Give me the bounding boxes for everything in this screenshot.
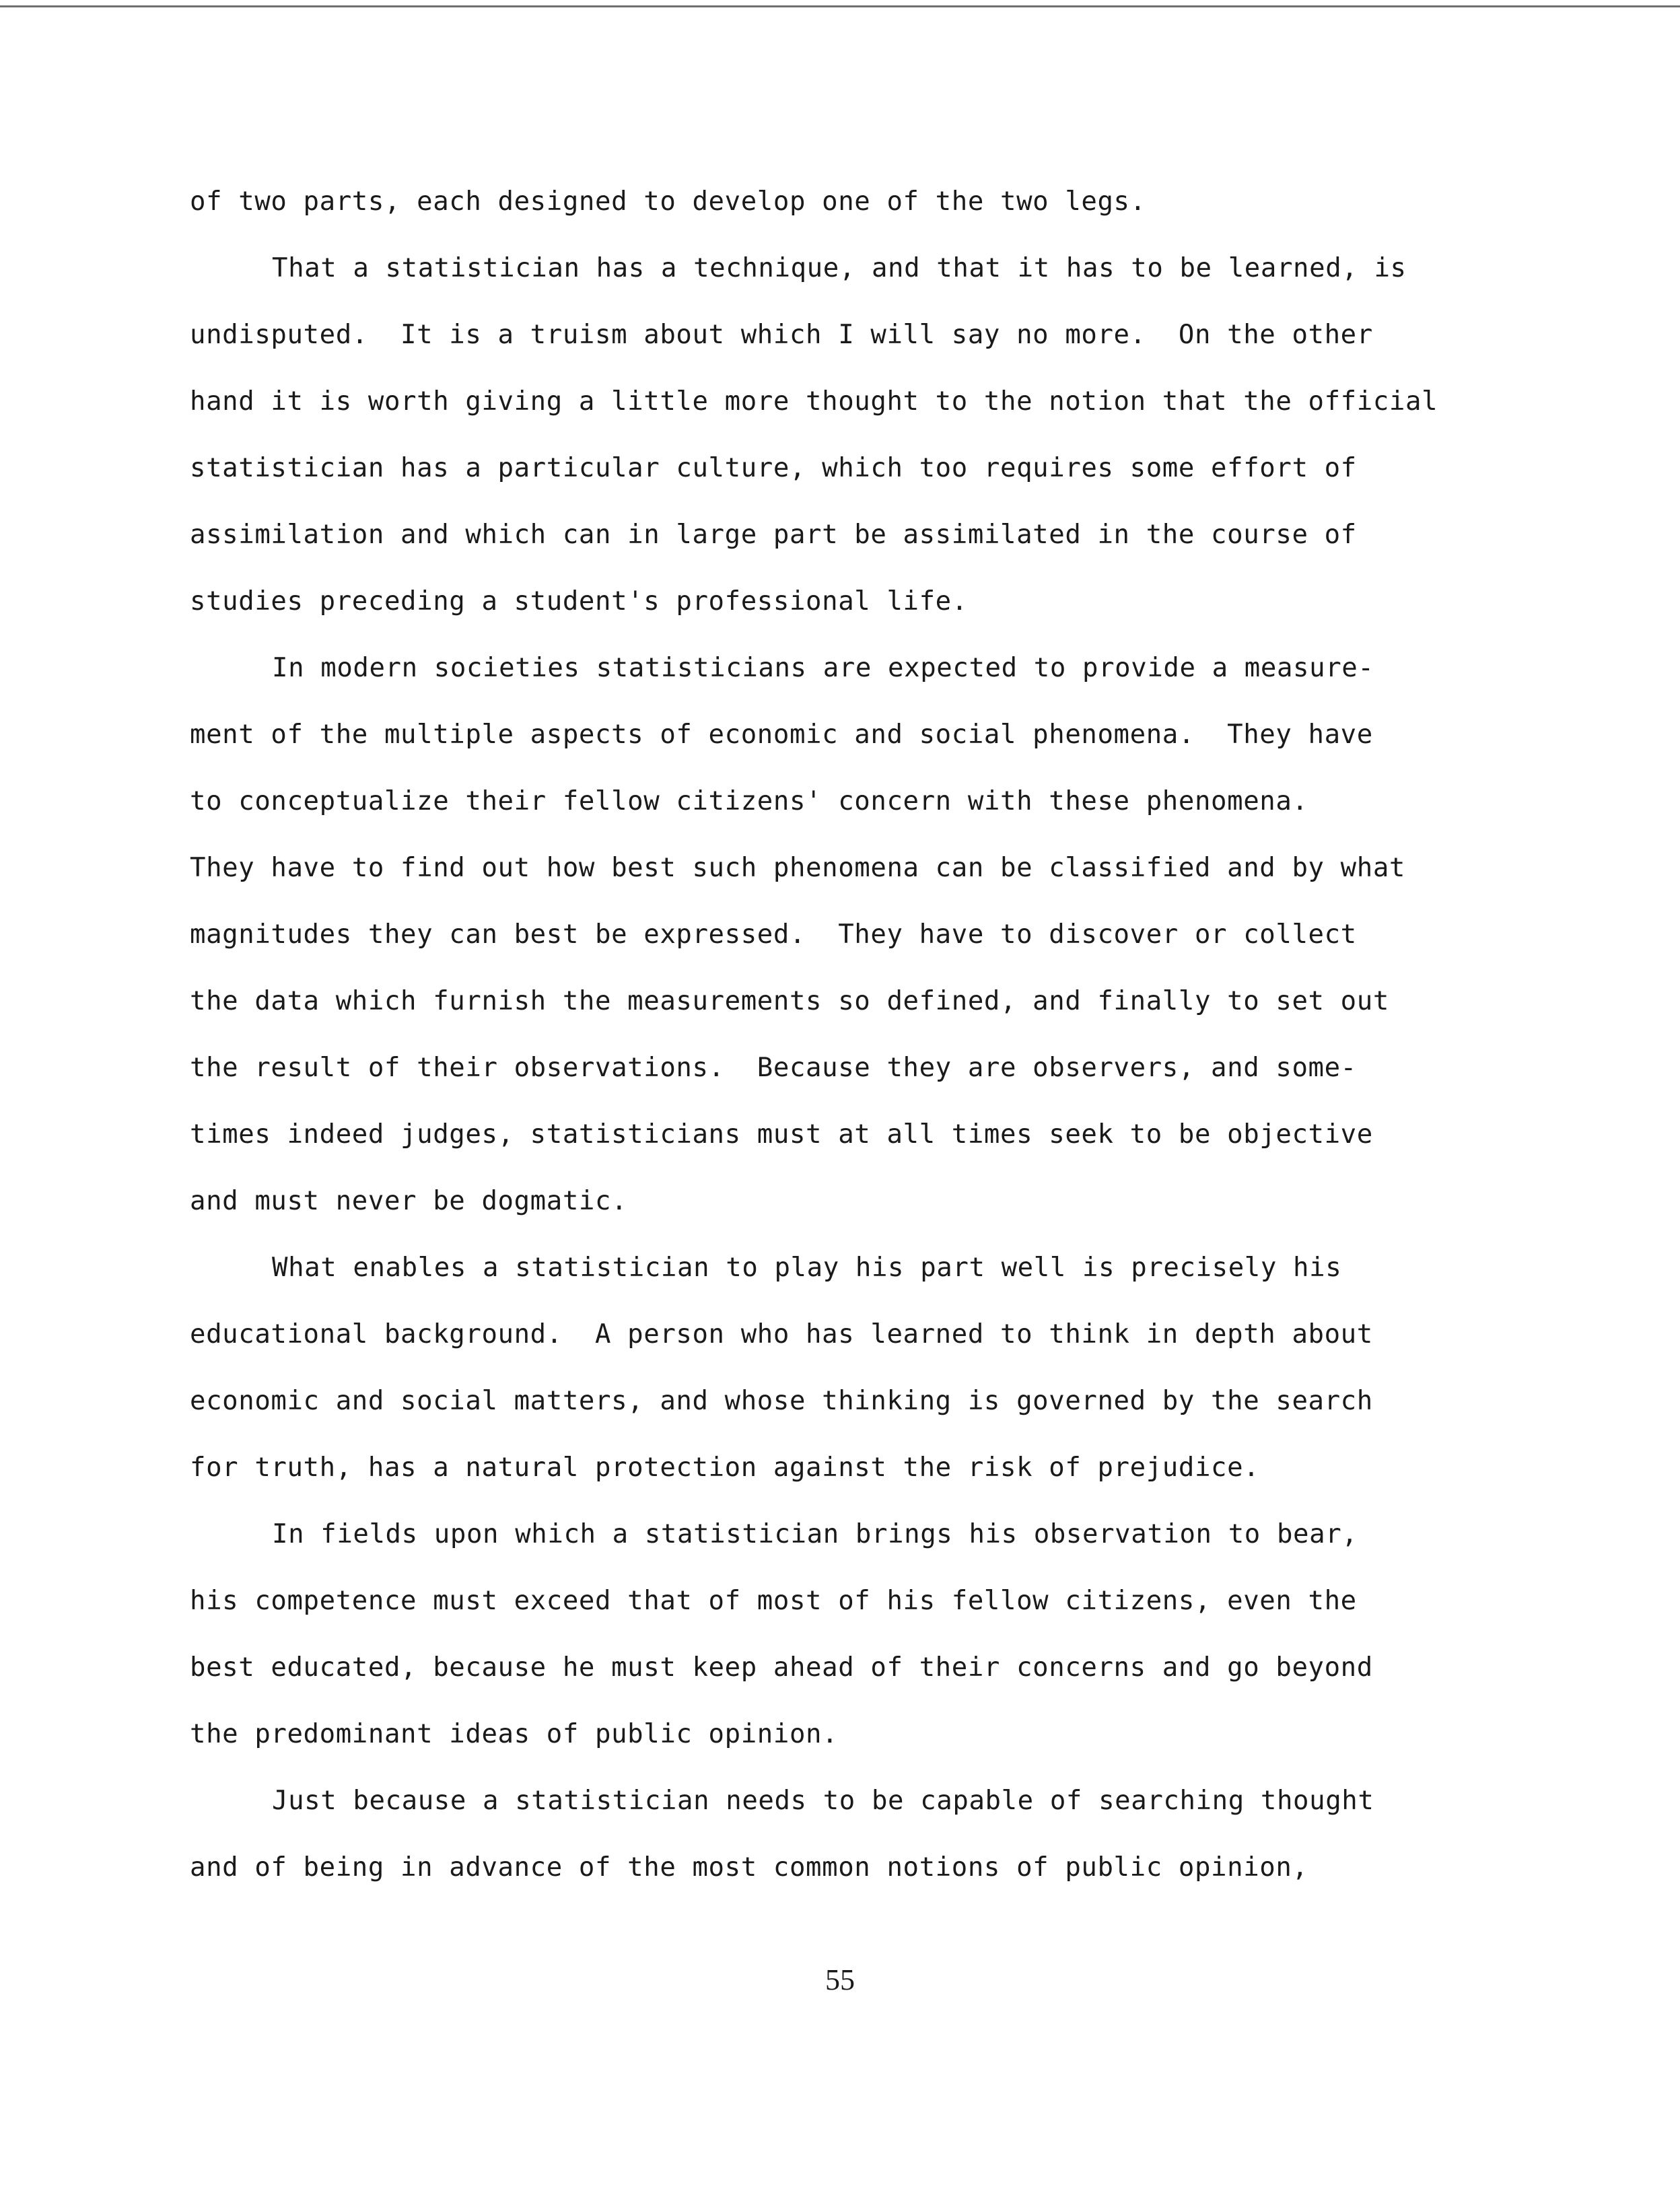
paragraph-first-line: Just because a statistician needs to be capable of searching thought xyxy=(272,1786,1374,1816)
text-line: and must never be dogmatic. xyxy=(190,1186,628,1216)
text-line: his competence must exceed that of most of his fellow citizens, even the xyxy=(190,1586,1357,1616)
text-line: educational background. A person who has learned to think in depth about xyxy=(190,1319,1373,1350)
paragraph-first-line: That a statistician has a technique, and that it has to be learned, is xyxy=(272,253,1407,283)
text-line: They have to find out how best such phenomena can be classified and by what xyxy=(190,853,1405,883)
text-line: for truth, has a natural protection against the risk of prejudice. xyxy=(190,1452,1260,1483)
paragraph-first-line: What enables a statistician to play his part well is precisely his xyxy=(272,1253,1342,1283)
text-line: economic and social matters, and whose thinking is governed by the search xyxy=(190,1386,1373,1416)
text-line: assimilation and which can in large part be assimilated in the course of xyxy=(190,520,1357,550)
text-line: the result of their observations. Because they are observers, and some- xyxy=(190,1053,1357,1083)
text-line: ment of the multiple aspects of economic and social phenomena. They have xyxy=(190,720,1373,750)
text-line: best educated, because he must keep ahead of their concerns and go beyond xyxy=(190,1652,1373,1683)
text-line: and of being in advance of the most common notions of public opinion, xyxy=(190,1852,1308,1883)
text-line: magnitudes they can best be expressed. They have to discover or collect xyxy=(190,919,1357,950)
text-line: the data which furnish the measurements so defined, and finally to set out xyxy=(190,986,1389,1016)
text-line: undisputed. It is a truism about which I will say no more. On the other xyxy=(190,320,1373,350)
paragraph-first-line: In modern societies statisticians are expected to provide a measure- xyxy=(272,653,1374,683)
text-line: times indeed judges, statisticians must at all times seek to be objective xyxy=(190,1119,1373,1150)
paragraph-first-line: In fields upon which a statistician brings his observation to bear, xyxy=(272,1519,1358,1549)
top-rule xyxy=(0,5,1680,7)
body-text xyxy=(190,180,1509,1913)
text-line: to conceptualize their fellow citizens' concern with these phenomena. xyxy=(190,786,1308,816)
text-line: studies preceding a student's professional life. xyxy=(190,586,968,617)
text-line: of two parts, each designed to develop one of the two legs. xyxy=(190,186,1146,217)
text-line: the predominant ideas of public opinion. xyxy=(190,1719,839,1749)
text-line: statistician has a particular culture, which too requires some effort of xyxy=(190,453,1357,483)
page-number: 55 xyxy=(825,1963,855,1996)
text-line: hand it is worth giving a little more thought to the notion that the official xyxy=(190,386,1438,417)
